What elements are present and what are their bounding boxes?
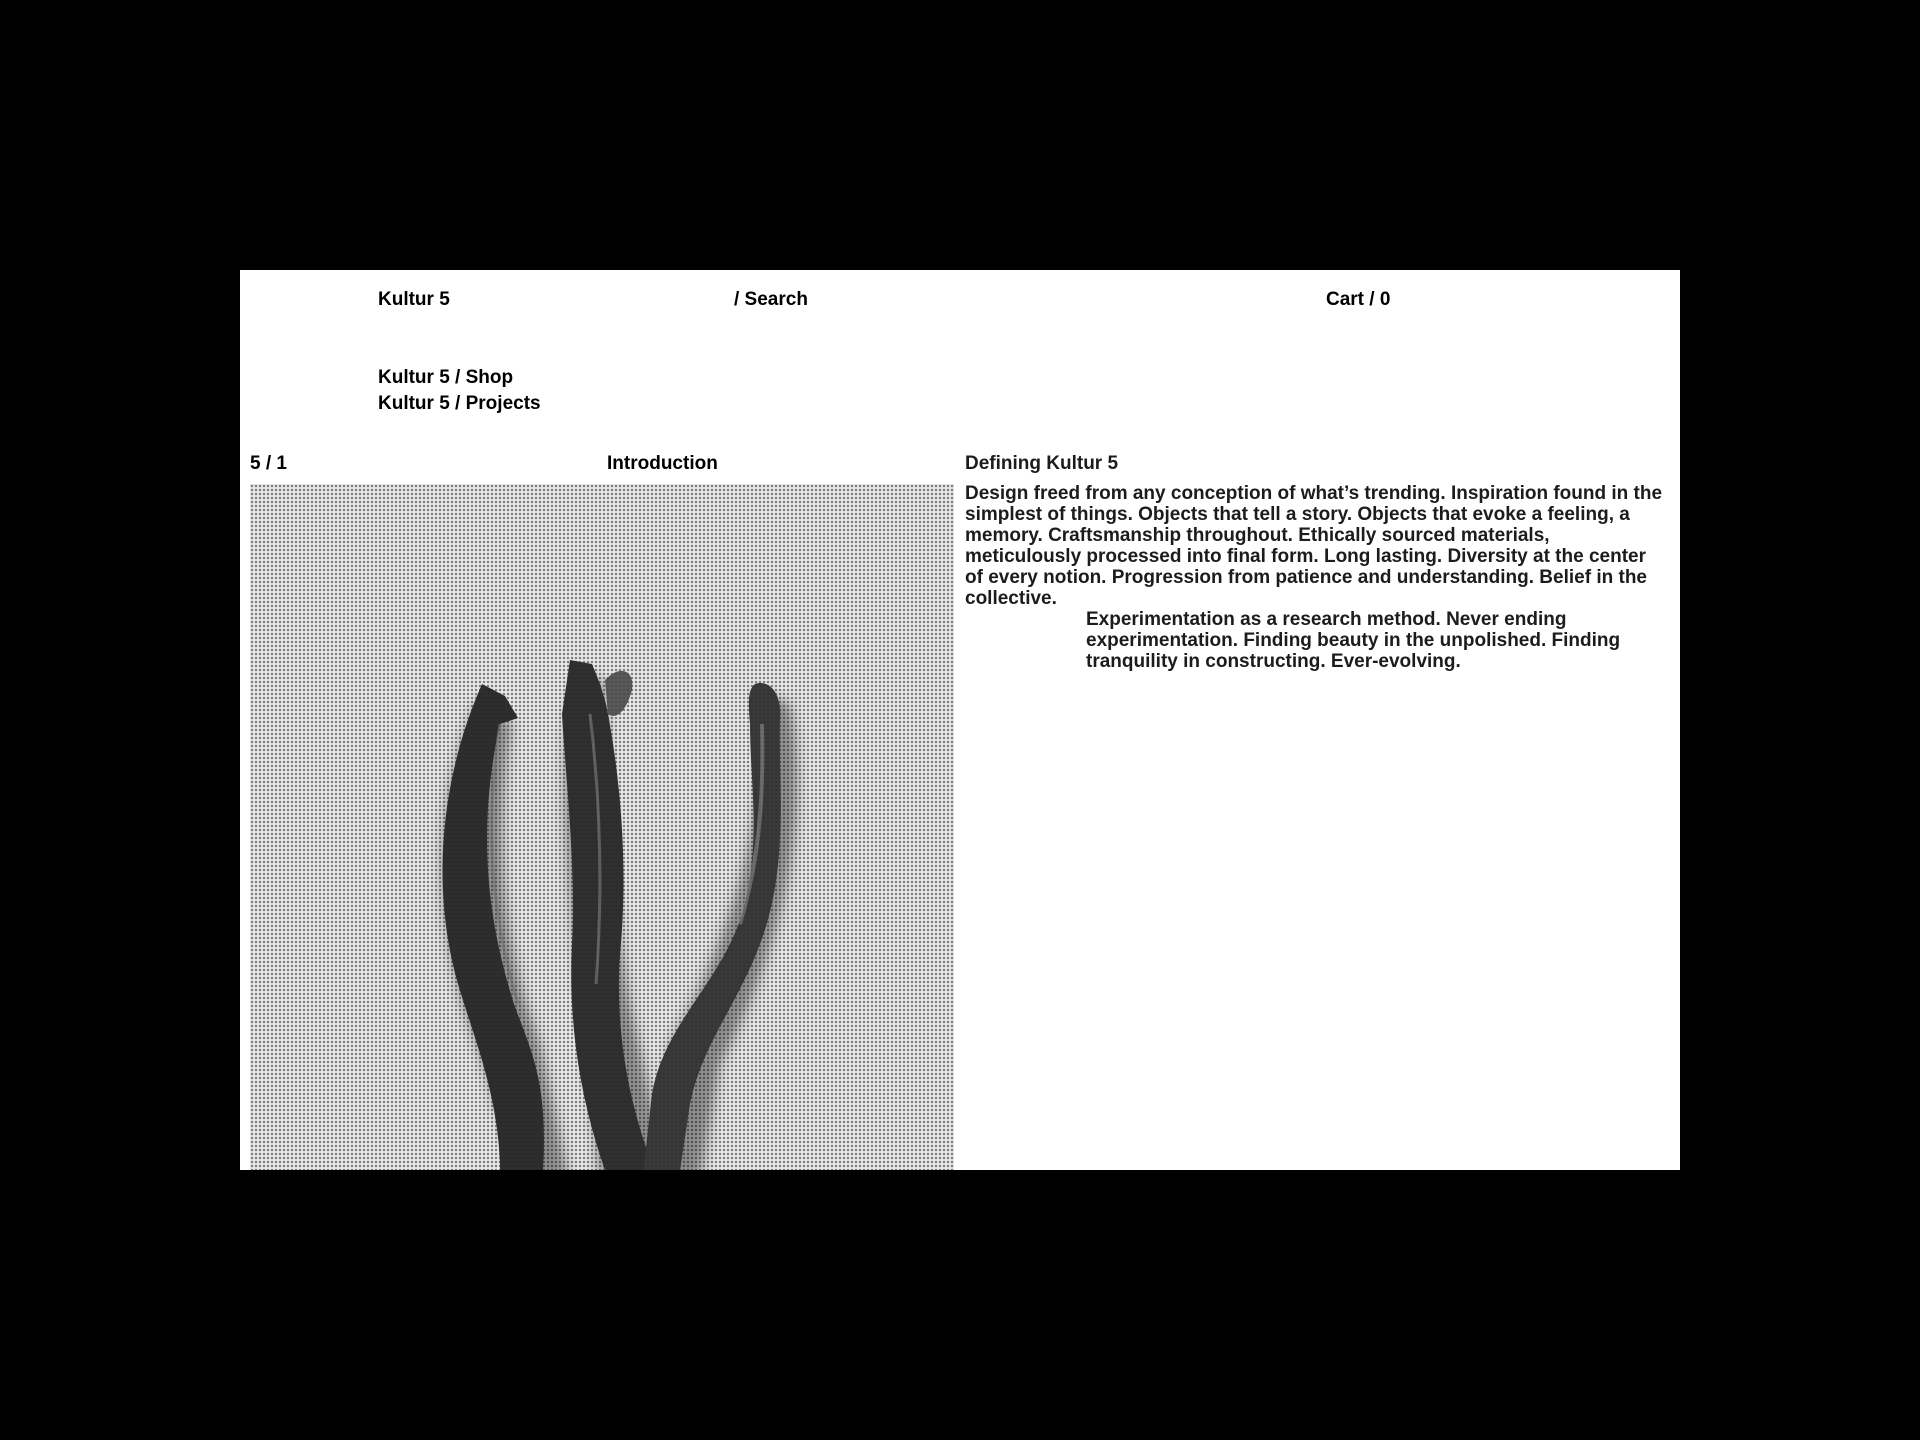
search-link[interactable]: / Search (734, 289, 808, 310)
nav-link-shop[interactable]: Kultur 5 / Shop (378, 367, 514, 388)
article-paragraph-indented: Experimentation as a research method. Never ending experimentation. Finding beauty in the unpolished. Finding tranquility in constructing. Ever-evolving. (1086, 609, 1621, 672)
article-heading: Defining Kultur 5 (965, 453, 1119, 474)
brand-logo-link[interactable]: Kultur 5 (378, 289, 450, 310)
sculpture-shape (250, 484, 954, 1170)
nav-link-projects[interactable]: Kultur 5 / Projects (378, 393, 541, 414)
sculpture-illustration (250, 484, 954, 1170)
slide-counter: 5 / 1 (250, 453, 287, 474)
product-image (250, 484, 954, 1170)
section-title: Introduction (607, 453, 718, 474)
cart-link[interactable]: Cart / 0 (1326, 289, 1391, 310)
article-paragraph: Design freed from any conception of what’s trending. Inspiration found in the simplest of things. Objects that tell a story. Objects that evoke a feeling, a memory. Craftsmanship throughout. Ethically sourced materials, meticulously processed into final form. Long lasting. Diversity at the center of every notion. Progression from patience and understanding. Belief in the collective. (965, 483, 1663, 609)
site-window (240, 270, 1680, 1170)
